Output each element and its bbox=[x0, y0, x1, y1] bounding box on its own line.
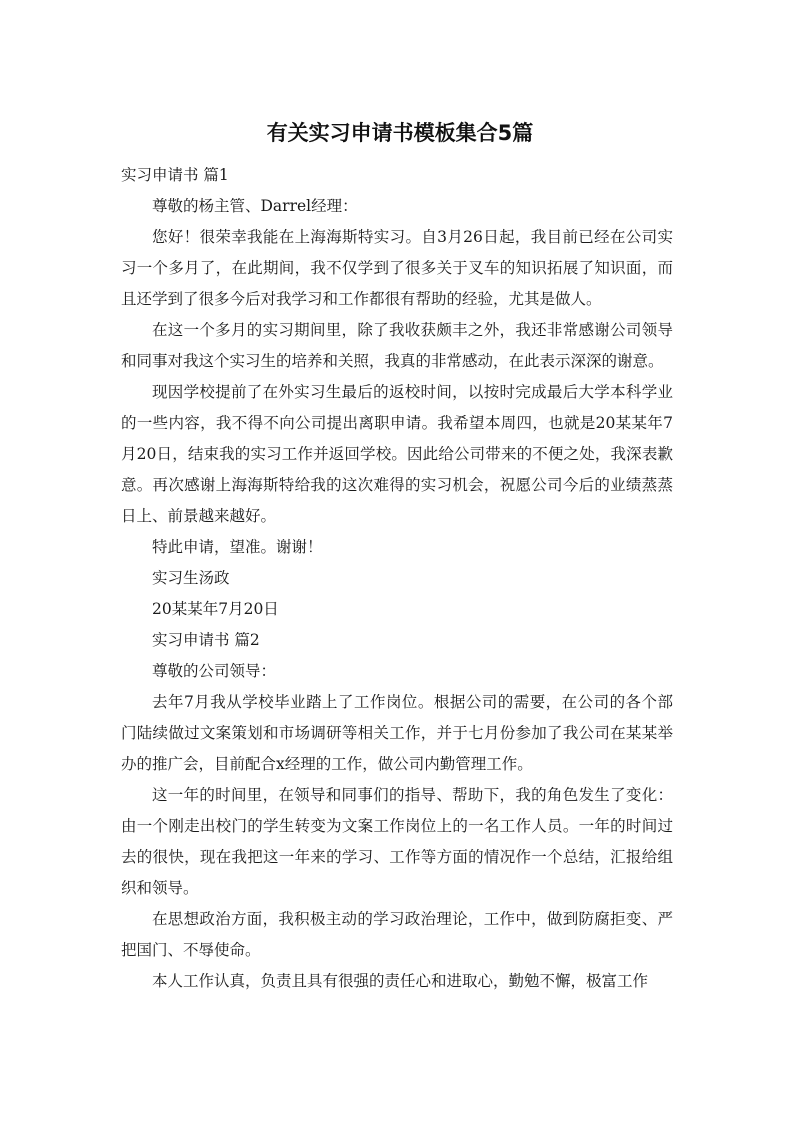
paragraph: 尊敬的杨主管、Darrel经理： bbox=[152, 197, 358, 215]
paragraph: 实习申请书 篇1 bbox=[121, 166, 229, 184]
paragraph: 您好！很荣幸我能在上海海斯特实习。自3月26日起，我目前已经在公司实习一个多月了，在此期间，我不仅学到了很多关于叉车的知识拓展了知识面，而且还学到了很多今后对我学习和工作都很有帮助的经验，尤其是做人。 bbox=[121, 228, 673, 308]
paragraph: 特此申请，望准。谢谢！ bbox=[152, 538, 323, 556]
paragraph: 去年7月我从学校毕业踏上了工作岗位。根据公司的需要，在公司的各个部门陆续做过文案策划和市场调研等相关工作，并于七月份参加了我公司在某某举办的推广会，目前配合x经理的工作，做公司内勤管理工作。 bbox=[121, 693, 673, 773]
paragraph: 在思想政治方面，我积极主动的学习政治理论，工作中，做到防腐拒变、严把国门、不辱使命。 bbox=[121, 910, 673, 959]
paragraph: 尊敬的公司领导： bbox=[152, 662, 277, 680]
paragraph: 实习申请书 篇2 bbox=[152, 631, 260, 649]
document-body bbox=[121, 160, 673, 997]
paragraph: 现因学校提前了在外实习生最后的返校时间，以按时完成最后大学本科学业的一些内容，我不得不向公司提出离职申请。我希望本周四，也就是20某某年7月20日，结束我的实习工作并返回学校。因此给公司带来的不便之处，我深表歉意。再次感谢上海海斯特给我的这次难得的实习机会，祝愿公司今后的业绩蒸蒸日上、前景越来越好。 bbox=[121, 383, 673, 525]
paragraph: 本人工作认真，负责且具有很强的责任心和进取心，勤勉不懈，极富工作 bbox=[152, 972, 649, 990]
paragraph: 20某某年7月20日 bbox=[152, 600, 279, 618]
document-title: 有关实习申请书模板集合5篇 bbox=[266, 121, 534, 145]
paragraph: 这一年的时间里，在领导和同事们的指导、帮助下，我的角色发生了变化：由一个刚走出校门的学生转变为文案工作岗位上的一名工作人员。一年的时间过去的很快，现在我把这一年来的学习、工作等方面的情况作一个总结，汇报给组织和领导。 bbox=[121, 786, 673, 897]
paragraph: 在这一个多月的实习期间里，除了我收获颇丰之外，我还非常感谢公司领导和同事对我这个实习生的培养和关照，我真的非常感动，在此表示深深的谢意。 bbox=[121, 321, 673, 370]
paragraph: 实习生汤政 bbox=[152, 569, 230, 587]
